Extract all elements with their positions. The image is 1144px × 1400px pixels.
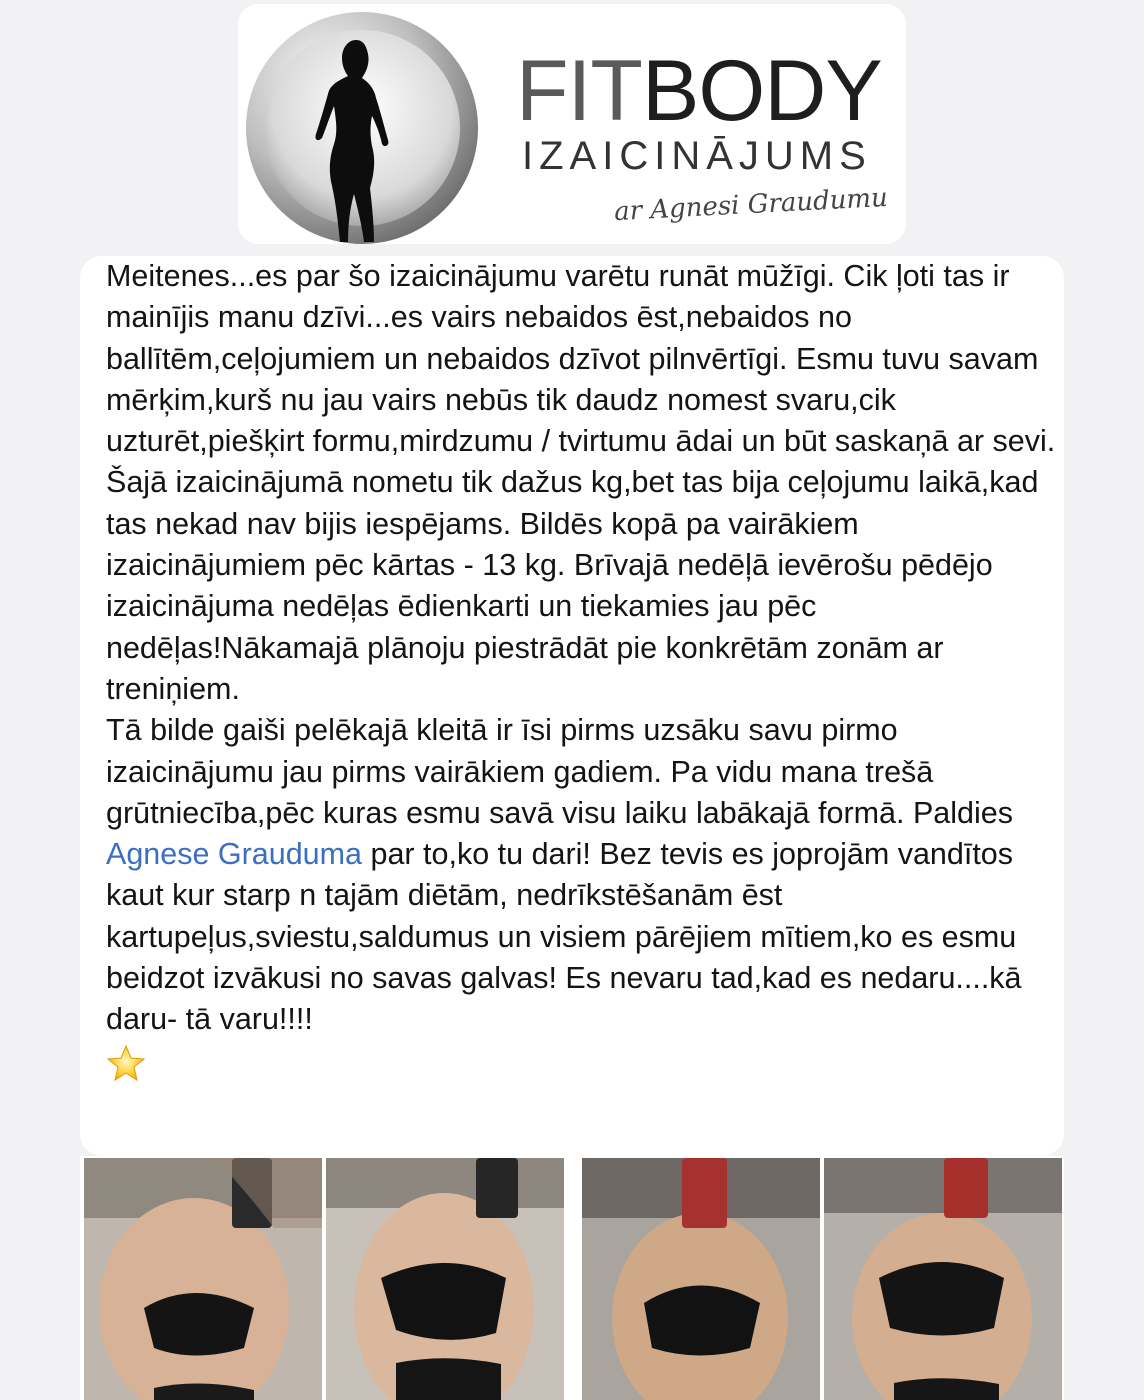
- post-paragraph-2-start: Tā bilde gaiši pelēkajā kleitā ir īsi pirms uzsāku savu pirmo izaicinājumu jau pirms vairākiem gadiem. Pa vidu mana trešā grūtniecība,pēc kuras esmu savā visu laiku labākajā formā. Paldies: [106, 713, 1020, 830]
- mention-link[interactable]: Agnese Grauduma: [106, 837, 363, 872]
- brand-title: [516, 43, 882, 139]
- photo-before-front[interactable]: [84, 1158, 322, 1400]
- photo-strip: [80, 1156, 1064, 1400]
- brand-subtitle: IZAICINĀJUMS: [522, 134, 872, 178]
- brand-signature: ar Agnesi Graudumu: [613, 182, 889, 228]
- post-paragraph-2-end: par to,ko tu dari! Bez tevis es joprojām vandītos kaut kur starp n tajām diētām, nedrīkstēšanām ēst kartupeļus,sviestu,saldumus un visiem pārējiem mītiem,ko es esmu beidzot izvākusi no savas galvas! Es nevaru tad,kad es nedaru....kā daru- tā varu!!!!: [106, 837, 1031, 1037]
- brand-logo-card: [238, 4, 906, 244]
- photo-before-side[interactable]: [326, 1158, 564, 1400]
- star-icon: [106, 1043, 146, 1083]
- post-paragraph-1: Meitenes...es par šo izaicinājumu varētu runāt mūžīgi. Cik ļoti tas ir mainījis manu dzīvi...es vairs nebaidos ēst,nebaidos no ballītēm,ceļojumiem un nebaidos dzīvot pilnvērtīgi. Esmu tuvu savam mērķim,kurš nu jau vairs nebūs tik daudz nomest svaru,cik uzturēt,piešķirt formu,mirdzumu / tvirtumu ādai un būt saskaņā ar sevi. Šajā izaicinājumā nometu tik dažus kg,bet tas bija ceļojumu laikā,kad tas nekad nav bijis iespējams. Bildēs kopā pa vairākiem izaicinājumiem pēc kārtas - 13 kg. Brīvajā nedēļā ievērošu pēdējo izaicinājuma nedēļas ēdienkarti un tiekamies jau pēc nedēļas!Nākamajā plānoju piestrādāt pie konkrētām zonām ar treniņiem.: [106, 259, 1064, 706]
- photo-after-front[interactable]: [582, 1158, 820, 1400]
- post-body: [106, 256, 1064, 1083]
- brand-body-text: BODY: [641, 43, 882, 139]
- brand-fit-text: FIT: [516, 43, 642, 139]
- photo-after-side[interactable]: [824, 1158, 1062, 1400]
- silhouette-emblem-icon: [244, 10, 480, 246]
